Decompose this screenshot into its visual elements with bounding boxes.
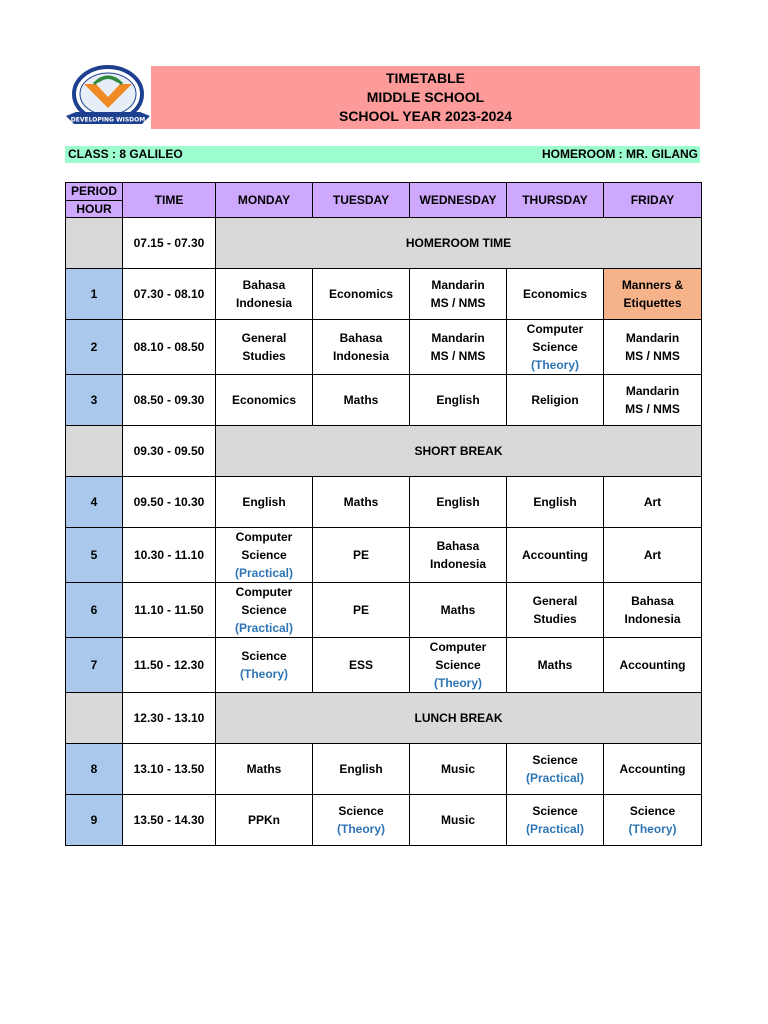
subject-note: (Practical) xyxy=(234,566,294,580)
period-header: PERIOD xyxy=(66,183,122,201)
subject-cell-tuesday xyxy=(313,583,410,638)
subject-text: Science xyxy=(241,649,287,663)
break-row xyxy=(66,693,702,744)
subject-cell-monday xyxy=(216,638,313,693)
timetable xyxy=(65,182,702,846)
period-number: 7 xyxy=(66,638,123,693)
time-slot: 07.30 - 08.10 xyxy=(123,269,216,320)
svg-text:DEVELOPING WISDOM: DEVELOPING WISDOM xyxy=(70,116,146,124)
day-header-friday: FRIDAY xyxy=(604,183,702,218)
subject-cell-wednesday xyxy=(410,638,507,693)
time-slot: 13.10 - 13.50 xyxy=(123,744,216,795)
subject-cell-monday xyxy=(216,375,313,426)
subject-text: Economics xyxy=(522,287,588,301)
subject-text: General xyxy=(532,594,578,608)
subject-text: Studies xyxy=(242,349,286,363)
subject-text: Indonesia xyxy=(429,557,486,571)
subject-text: Science xyxy=(338,804,384,818)
subject-text: Religion xyxy=(531,393,579,407)
subject-cell-thursday xyxy=(507,744,604,795)
subject-text: MS / NMS xyxy=(625,402,680,416)
period-number: 6 xyxy=(66,583,123,638)
time-header: TIME xyxy=(123,183,216,218)
time-slot: 09.30 - 09.50 xyxy=(123,426,216,477)
subject-text: Mandarin xyxy=(431,331,485,345)
subject-cell-tuesday xyxy=(313,477,410,528)
period-row xyxy=(66,795,702,846)
subject-text: MS / NMS xyxy=(625,349,680,363)
subject-cell-friday xyxy=(604,583,702,638)
subject-text: Maths xyxy=(343,495,379,509)
subject-text: Music xyxy=(440,762,475,776)
time-slot: 08.50 - 09.30 xyxy=(123,375,216,426)
time-slot: 11.10 - 11.50 xyxy=(123,583,216,638)
subject-note: (Theory) xyxy=(240,667,288,681)
period-row xyxy=(66,744,702,795)
period-row xyxy=(66,583,702,638)
subject-cell-monday xyxy=(216,528,313,583)
period-number: 4 xyxy=(66,477,123,528)
subject-text: English xyxy=(436,495,480,509)
title-line-2: MIDDLE SCHOOL xyxy=(366,89,485,105)
title-line-1: TIMETABLE xyxy=(385,70,466,86)
subject-text: Art xyxy=(643,548,662,562)
period-row xyxy=(66,528,702,583)
subject-cell-tuesday xyxy=(313,744,410,795)
subject-text: Science xyxy=(435,658,481,672)
subject-cell-thursday xyxy=(507,477,604,528)
subject-cell-wednesday xyxy=(410,528,507,583)
subject-text: Computer xyxy=(235,530,293,544)
subject-cell-wednesday xyxy=(410,375,507,426)
subject-cell-tuesday xyxy=(313,795,410,846)
subject-cell-thursday xyxy=(507,638,604,693)
subject-text: Science xyxy=(241,548,287,562)
subject-text: Bahasa xyxy=(631,594,674,608)
subject-cell-monday xyxy=(216,269,313,320)
header-row xyxy=(66,183,702,218)
subject-text: Economics xyxy=(328,287,394,301)
break-label: SHORT BREAK xyxy=(216,426,702,477)
time-slot: 07.15 - 07.30 xyxy=(123,218,216,269)
subject-text: Bahasa xyxy=(242,278,286,292)
subject-text: Accounting xyxy=(619,658,686,672)
subject-text: Maths xyxy=(537,658,573,672)
class-label: CLASS : 8 GALILEO xyxy=(68,147,183,161)
time-slot: 10.30 - 11.10 xyxy=(123,528,216,583)
period-row xyxy=(66,375,702,426)
subject-cell-tuesday xyxy=(313,638,410,693)
subject-text: Accounting xyxy=(619,762,686,776)
period-row xyxy=(66,477,702,528)
subject-cell-thursday xyxy=(507,795,604,846)
subject-text: Studies xyxy=(533,612,577,626)
subject-note: (Practical) xyxy=(525,771,585,785)
subject-cell-tuesday xyxy=(313,320,410,375)
subject-text: Indonesia xyxy=(235,296,292,310)
subject-note: (Theory) xyxy=(531,358,579,372)
subject-cell-friday xyxy=(604,744,702,795)
subject-text: Bahasa xyxy=(436,539,480,553)
period-number: 9 xyxy=(66,795,123,846)
subject-note: (Practical) xyxy=(234,621,294,635)
break-label: HOMEROOM TIME xyxy=(216,218,702,269)
subject-text: Computer xyxy=(235,585,293,599)
period-number xyxy=(66,426,123,477)
subject-text: Maths xyxy=(246,762,282,776)
subject-cell-friday xyxy=(604,638,702,693)
subject-text: Etiquettes xyxy=(623,296,682,310)
subject-text: Science xyxy=(532,340,578,354)
period-number: 5 xyxy=(66,528,123,583)
subject-cell-tuesday xyxy=(313,375,410,426)
subject-text: Science xyxy=(532,753,578,767)
period-number: 2 xyxy=(66,320,123,375)
subject-cell-thursday xyxy=(507,528,604,583)
subject-cell-friday xyxy=(604,477,702,528)
time-slot: 12.30 - 13.10 xyxy=(123,693,216,744)
period-hour-header xyxy=(66,183,123,218)
subject-text: Mandarin xyxy=(625,384,680,398)
subject-text: Art xyxy=(643,495,662,509)
day-header-monday: MONDAY xyxy=(216,183,313,218)
day-header-wednesday: WEDNESDAY xyxy=(410,183,507,218)
hour-header: HOUR xyxy=(76,202,112,216)
title-line-3: SCHOOL YEAR 2023-2024 xyxy=(338,108,512,124)
subject-note: (Theory) xyxy=(337,822,385,836)
subject-text: English xyxy=(339,762,383,776)
period-number xyxy=(66,693,123,744)
subject-text: Indonesia xyxy=(624,612,681,626)
subject-text: General xyxy=(241,331,287,345)
subject-text: English xyxy=(533,495,577,509)
subject-cell-friday xyxy=(604,320,702,375)
subject-text: MS / NMS xyxy=(430,296,486,310)
subject-text: Economics xyxy=(231,393,297,407)
day-header-thursday: THURSDAY xyxy=(507,183,604,218)
subject-cell-thursday xyxy=(507,320,604,375)
subject-text: Indonesia xyxy=(332,349,389,363)
break-row xyxy=(66,426,702,477)
period-row xyxy=(66,320,702,375)
subject-cell-wednesday xyxy=(410,477,507,528)
subject-cell-friday xyxy=(604,269,702,320)
subject-text: Maths xyxy=(343,393,379,407)
subject-cell-thursday xyxy=(507,375,604,426)
period-number: 1 xyxy=(66,269,123,320)
subject-cell-monday xyxy=(216,795,313,846)
subject-text: PE xyxy=(352,603,369,617)
subject-note: (Theory) xyxy=(628,822,677,836)
subject-text: Manners & xyxy=(621,278,684,292)
subject-cell-monday xyxy=(216,320,313,375)
subject-cell-wednesday xyxy=(410,583,507,638)
subject-cell-friday xyxy=(604,375,702,426)
subject-text: ESS xyxy=(348,658,373,672)
subject-text: Science xyxy=(629,804,676,818)
time-slot: 09.50 - 10.30 xyxy=(123,477,216,528)
subject-text: Science xyxy=(532,804,578,818)
subject-text: Accounting xyxy=(522,548,588,562)
subject-text: PPKn xyxy=(247,813,280,827)
time-slot: 08.10 - 08.50 xyxy=(123,320,216,375)
subject-cell-wednesday xyxy=(410,744,507,795)
subject-cell-friday xyxy=(604,795,702,846)
school-logo xyxy=(62,64,154,136)
subject-text: Science xyxy=(241,603,287,617)
subject-text: Mandarin xyxy=(625,331,680,345)
subject-text: Maths xyxy=(440,603,476,617)
subject-text: English xyxy=(242,495,286,509)
subject-text: MS / NMS xyxy=(430,349,486,363)
subject-cell-wednesday xyxy=(410,269,507,320)
subject-cell-monday xyxy=(216,477,313,528)
subject-cell-thursday xyxy=(507,583,604,638)
time-slot: 11.50 - 12.30 xyxy=(123,638,216,693)
period-row xyxy=(66,638,702,693)
subject-cell-thursday xyxy=(507,269,604,320)
subject-cell-monday xyxy=(216,744,313,795)
subject-cell-tuesday xyxy=(313,528,410,583)
subject-cell-friday xyxy=(604,528,702,583)
time-slot: 13.50 - 14.30 xyxy=(123,795,216,846)
subject-text: Music xyxy=(440,813,475,827)
homeroom-label: HOMEROOM : MR. GILANG xyxy=(542,147,698,161)
subject-text: Computer xyxy=(429,640,487,654)
break-label: LUNCH BREAK xyxy=(216,693,702,744)
subject-cell-monday xyxy=(216,583,313,638)
subject-text: Mandarin xyxy=(431,278,485,292)
subject-text: Computer xyxy=(526,322,584,336)
subject-text: English xyxy=(436,393,480,407)
break-row xyxy=(66,218,702,269)
period-row xyxy=(66,269,702,320)
subject-cell-tuesday xyxy=(313,269,410,320)
title-box xyxy=(151,66,700,129)
class-bar xyxy=(65,146,700,163)
period-number: 8 xyxy=(66,744,123,795)
subject-note: (Theory) xyxy=(434,676,482,690)
subject-text: Bahasa xyxy=(339,331,383,345)
subject-cell-wednesday xyxy=(410,320,507,375)
subject-note: (Practical) xyxy=(525,822,585,836)
period-number: 3 xyxy=(66,375,123,426)
day-header-tuesday: TUESDAY xyxy=(313,183,410,218)
subject-cell-wednesday xyxy=(410,795,507,846)
period-number xyxy=(66,218,123,269)
subject-text: PE xyxy=(352,548,369,562)
